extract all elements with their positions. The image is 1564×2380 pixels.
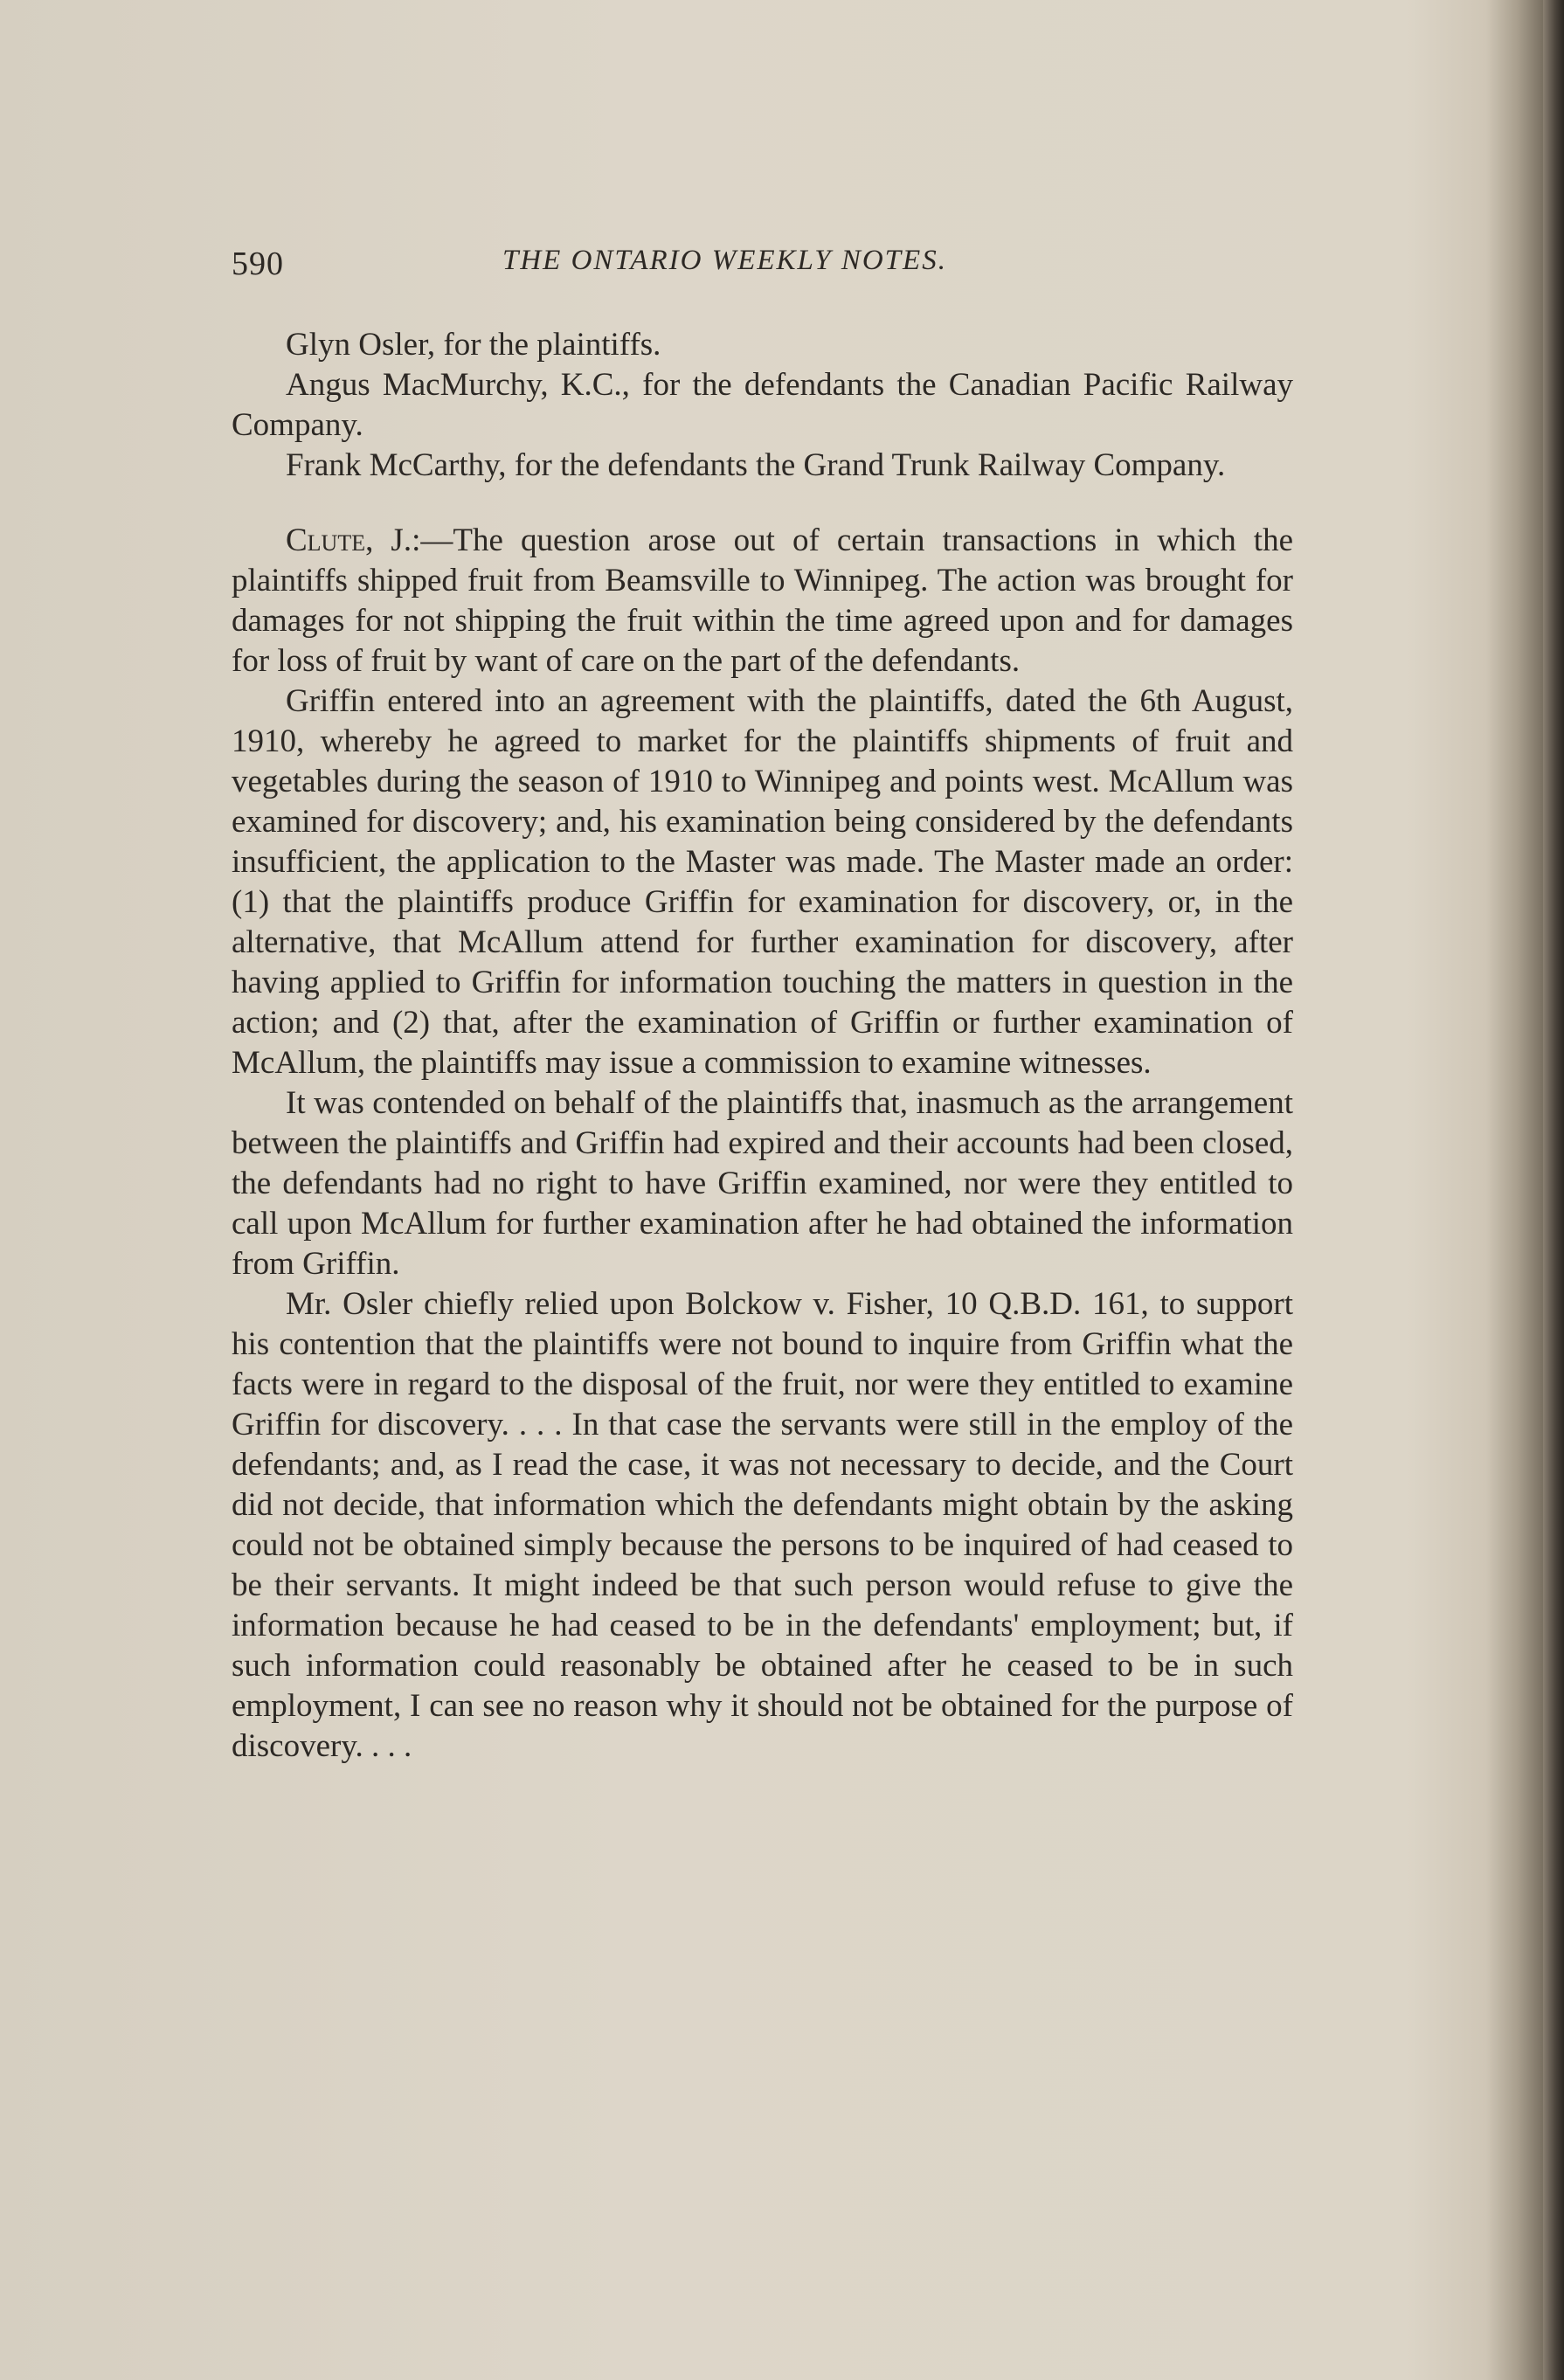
counsel-line: Angus MacMurchy, K.C., for the defendants the Canadian Pacific Railway Company. <box>232 367 1293 443</box>
counsel-line: Frank McCarthy, for the defendants the Grand Trunk Railway Company. <box>286 447 1226 483</box>
page-edge-shadow <box>1543 0 1564 2380</box>
judgment-opening-paragraph <box>232 521 1293 681</box>
judge-name: Clute, J. <box>286 522 412 558</box>
judgment-paragraph: It was contended on behalf of the plaintiffs that, inasmuch as the arrangement between the plaintiffs and Griffin had expired and their accounts had been closed, the defendants had no right to have Griffin examined, nor were they entitled to call upon McAllum for further examination after he had obtained the information from Griffin. <box>232 1085 1293 1282</box>
page-number: 590 <box>232 246 284 282</box>
body-text <box>232 325 1293 1767</box>
judgment-paragraph: Mr. Osler chiefly relied upon Bolckow v. Fisher, 10 Q.B.D. 161, to support his contention that the plaintiffs were not bound to inquire from Griffin what the facts were in regard to the disposal of the fruit, nor were they entitled to examine Griffin for discovery. . . . In that case the servants were still in the employ of the defendants; and, as I read the case, it was not necessary to decide, and the Court did not decide, that information which the defendants might obtain by the asking could not be obtained simply because the persons to be inquired of had ceased to be their servants. It might indeed be that such person would refuse to give the information because he had ceased to be in the defendants' employment; but, if such information could reasonably be obtained after he ceased to be in such employment, I can see no reason why it should not be obtained for the purpose of discovery. . . . <box>232 1286 1293 1764</box>
counsel-line: Glyn Osler, for the plaintiffs. <box>286 327 661 363</box>
running-head: THE ONTARIO WEEKLY NOTES. <box>502 245 947 276</box>
judgment-opening-text: :—The question arose out of certain transactions in which the plaintiffs shipped fruit from Beamsville to Winnipeg. The action was brought for damages for not shipping the fruit within the time agreed upon and for damages for loss of fruit by want of care on the part of the defendants. <box>232 522 1293 679</box>
page-header <box>232 245 1298 297</box>
section-gap <box>232 486 1293 521</box>
judgment-paragraph: Griffin entered into an agreement with the plaintiffs, dated the 6th August, 1910, whereby he agreed to market for the plaintiffs shipments of fruit and vegetables during the season of 1910 to Winnipeg and points west. McAllum was examined for discovery; and, his examination being considered by the defendants insufficient, the application to the Master was made. The Master made an order: (1) that the plaintiffs produce Griffin for examination for discovery, or, in the alternative, that McAllum attend for further examination for discovery, after having applied to Griffin for information touching the matters in question in the action; and (2) that, after the examination of Griffin or further examination of McAllum, the plaintiffs may issue a commission to examine witnesses. <box>232 683 1293 1081</box>
